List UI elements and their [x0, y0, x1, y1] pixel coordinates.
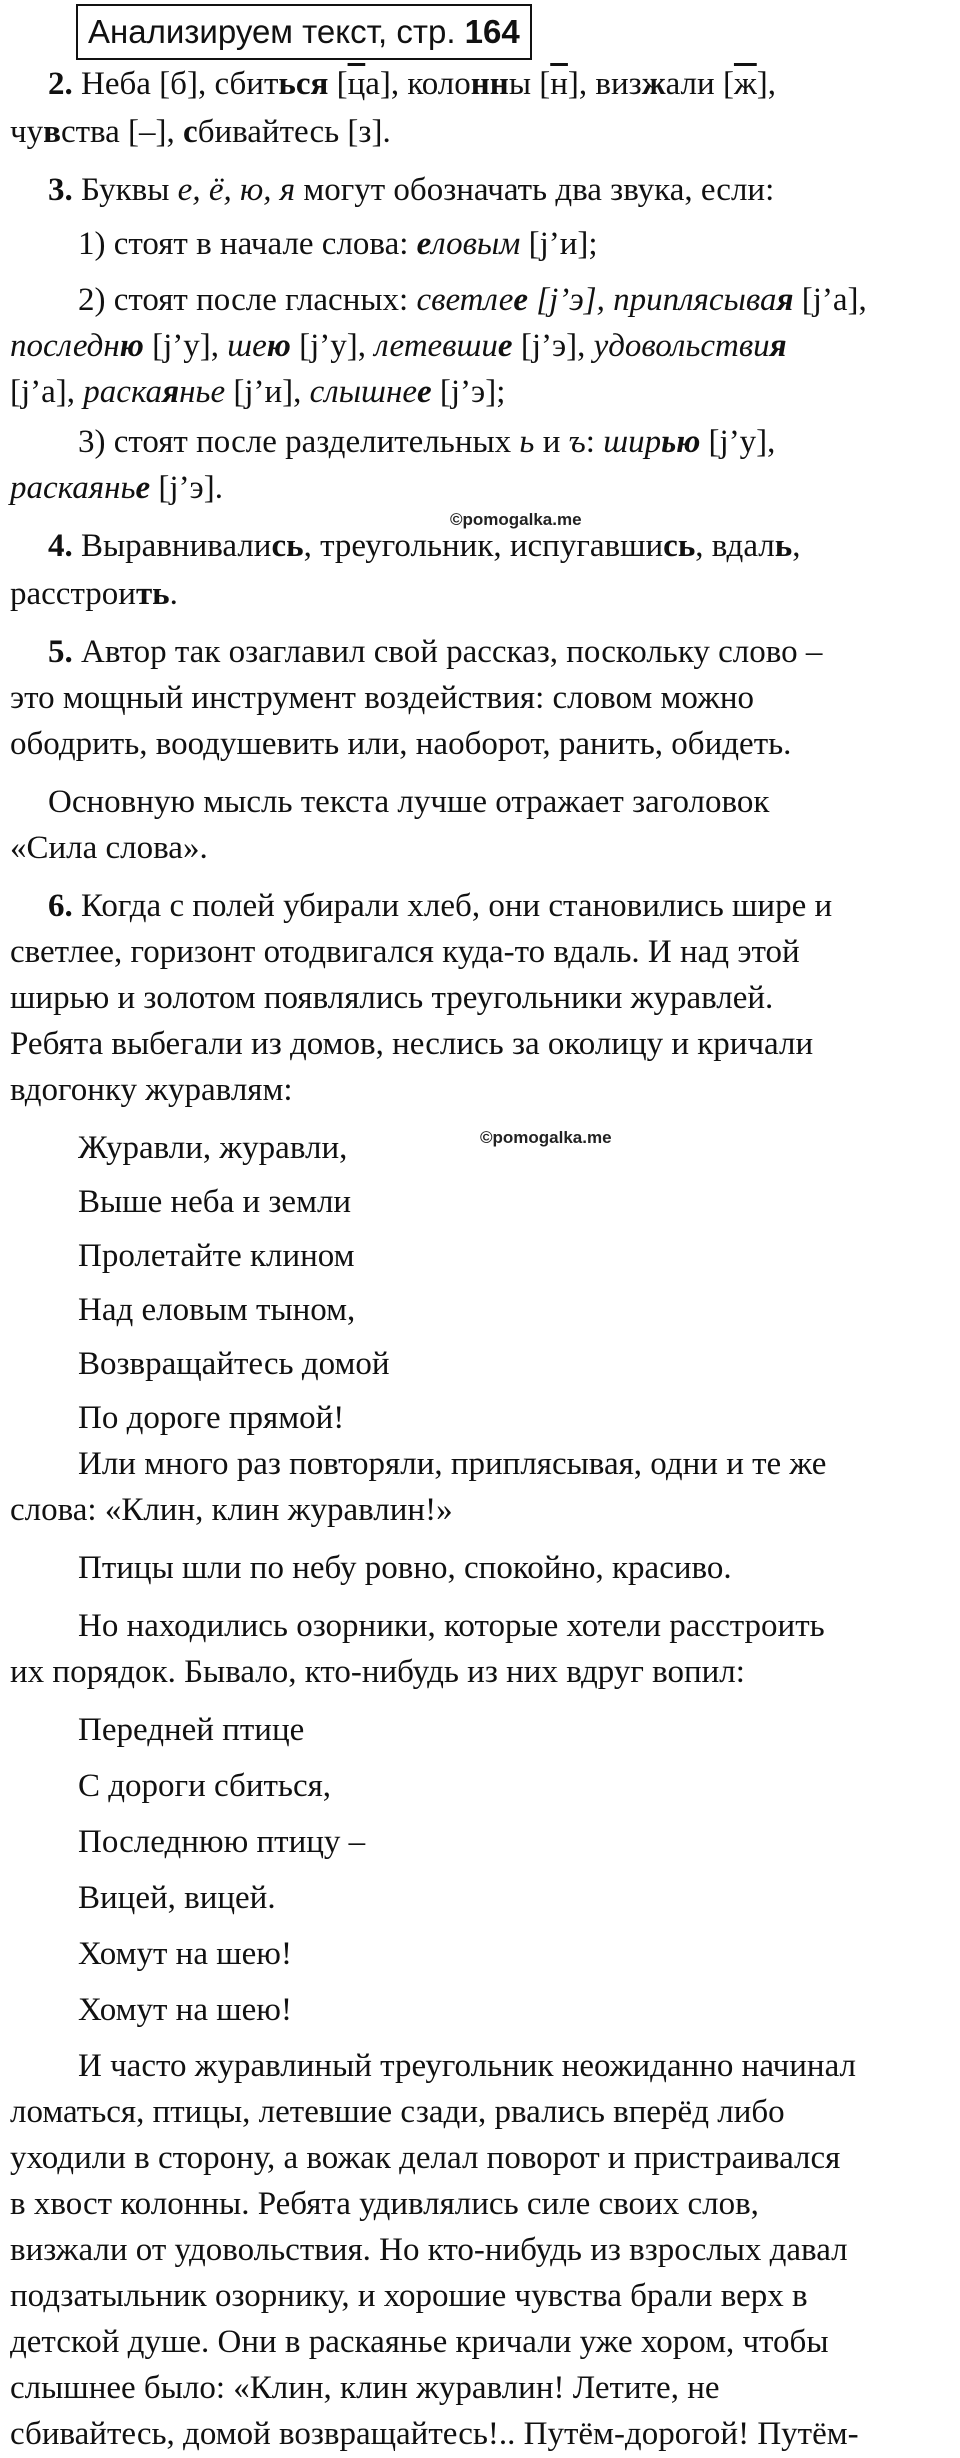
text-span: и: [534, 424, 569, 460]
task5-line4: Основную мысль текста лучше отражает заголовок: [48, 784, 770, 820]
example-word: летевши: [374, 328, 498, 364]
task6-p5-line6: подзатыльник озорнику, и хорошие чувства брали верх в: [10, 2278, 808, 2314]
task3-case2-line2: [10, 324, 787, 368]
poem1-line: Выше неба и земли: [78, 1184, 352, 1220]
highlight-letter: ю: [119, 328, 144, 364]
header-page-number: 164: [464, 13, 520, 50]
task6-p1-line1: [48, 884, 832, 928]
poem2-line: С дороги сбиться,: [78, 1768, 332, 1804]
bold-letters: ься: [278, 66, 329, 102]
task3-case2-line1: [78, 278, 867, 322]
task6-p5-line2: ломаться, птицы, летевшие сзади, рвались вперёд либо: [10, 2094, 785, 2130]
text-span: али [: [665, 66, 734, 102]
task6-p3: Птицы шли по небу ровно, спокойно, красиво.: [78, 1550, 732, 1586]
overlined-letter: ц: [347, 66, 366, 102]
text-span: 3) стоят после разделительных: [78, 424, 520, 460]
task3-case3-line1: [78, 420, 775, 464]
poem1-line: Над еловым тыном,: [78, 1292, 356, 1328]
task6-p2-line2: слова: «Клин, клин журавлин!»: [10, 1492, 453, 1528]
text-span: 2) стоят после гласных:: [78, 282, 417, 318]
example-word: нье: [179, 374, 226, 410]
bold-letters: ж: [641, 66, 666, 102]
text-span: ства [–],: [60, 114, 184, 150]
highlight-letter: е: [513, 282, 528, 318]
task5-line3: ободрить, воодушевить или, наоборот, ранить, обидеть.: [10, 726, 792, 762]
text-span: [: [328, 66, 348, 102]
hard-sign: ъ: [568, 424, 586, 460]
text-span: , треугольник, испугавши: [303, 528, 664, 564]
transcription: [j’у],: [290, 328, 375, 364]
highlight-letter: я: [162, 374, 180, 410]
transcription: [j’э].: [150, 470, 223, 506]
highlight-letter: я: [776, 282, 794, 318]
task6-p1-line5: вдогонку журавлям:: [10, 1072, 293, 1108]
overlined-letter: н: [550, 66, 568, 102]
poem1-line: Возвращайтесь домой: [78, 1346, 390, 1382]
transcription: [j’э],: [528, 282, 614, 318]
text-span: Неб: [81, 66, 137, 102]
task3-case3-line2: [10, 466, 223, 510]
example-word: приплясыва: [613, 282, 777, 318]
poem1-line: Журавли, журавли,: [78, 1130, 348, 1166]
example-word: ше: [227, 328, 267, 364]
transcription: [j’э],: [512, 328, 594, 364]
bold-letters: ь: [774, 528, 793, 564]
task3-case2-line3: [10, 370, 505, 414]
poem1-line: Пролетайте клином: [78, 1238, 355, 1274]
bold-letters: сь: [663, 528, 696, 564]
task6-p1-line2: светлее, горизонт отодвигался куда-то вдаль. И над этой: [10, 934, 800, 970]
text-span: Выравнивали: [72, 528, 272, 564]
text-span: Когда с полей убирали хлеб, они становились шире и: [72, 888, 833, 924]
text-span: 1) стоят в начале слова:: [78, 226, 417, 262]
task-number: 2.: [48, 66, 73, 102]
task6-p5-line5: визжали от удовольствия. Но кто-нибудь из взрослых давал: [10, 2232, 848, 2268]
bold-letters: сь: [271, 528, 304, 564]
example-word: последн: [10, 328, 120, 364]
example-word: слышне: [309, 374, 417, 410]
example-word: ловым: [431, 226, 521, 262]
text-span: а [б], сбит: [136, 66, 279, 102]
transcription: [j’и],: [225, 374, 310, 410]
text-span: .: [169, 576, 178, 612]
bold-letters: с: [183, 114, 198, 150]
task2-line1: [48, 62, 776, 106]
text-span: ],: [756, 66, 776, 102]
task5-line5: «Сила слова».: [10, 830, 208, 866]
task6-p2-line1: Или много раз повторяли, приплясывая, одни и те же: [78, 1446, 827, 1482]
page-header: [76, 4, 532, 60]
transcription: [j’э];: [431, 374, 506, 410]
task5-line2: это мощный инструмент воздействия: словом можно: [10, 680, 755, 716]
task3-case1: [78, 222, 598, 266]
task6-p5-line1: И часто журавлиный треугольник неожиданно начинал: [78, 2048, 856, 2084]
transcription: [j’а],: [793, 282, 867, 318]
text-span: расстрои: [10, 576, 136, 612]
task-number: 4.: [48, 528, 73, 564]
highlight-letter: ью: [661, 424, 701, 460]
poem2-line: Последнюю птицу –: [78, 1824, 366, 1860]
example-word: светле: [416, 282, 514, 318]
task4-line1: [48, 524, 800, 568]
task6-p1-line3: ширью и золотом появлялись треугольники журавлей.: [10, 980, 774, 1016]
task6-p5-line7: детской душе. Они в раскаянье кричали уже хором, чтобы: [10, 2324, 829, 2360]
transcription: [j’у],: [700, 424, 776, 460]
example-word: удовольстви: [593, 328, 770, 364]
task6-p1-line4: Ребята выбегали из домов, неслись за околицу и кричали: [10, 1026, 814, 1062]
task6-p5-line4: в хвост колонны. Ребята удивлялись силе своих слов,: [10, 2186, 759, 2222]
poem2-line: Вицей, вицей.: [78, 1880, 276, 1916]
example-word: раска: [83, 374, 163, 410]
text-span: а], коло: [365, 66, 471, 102]
highlight-letter: е: [135, 470, 151, 506]
text-span: ,: [792, 528, 801, 564]
text-span: чу: [10, 114, 44, 150]
highlight-letter: я: [769, 328, 787, 364]
task6-p5-line3: уходили в сторону, а вожак делал поворот и пристраивался: [10, 2140, 841, 2176]
text-span: :: [585, 424, 604, 460]
text-span: ], виз: [567, 66, 642, 102]
highlight-letter: е: [497, 328, 513, 364]
task2-line2: [10, 110, 391, 154]
overlined-letter: ж: [733, 66, 757, 102]
transcription: [j’у],: [143, 328, 228, 364]
transcription: [j’а],: [10, 374, 84, 410]
italic-letters: е, ё, ю, я: [177, 172, 296, 208]
soft-sign: ь: [519, 424, 535, 460]
task3-intro: [48, 168, 774, 212]
watermark: ©pomogalka.me: [450, 510, 582, 529]
text-span: Буквы: [72, 172, 178, 208]
task6-p4-line1: Но находились озорники, которые хотели расстроить: [78, 1608, 825, 1644]
highlight-letter: е: [416, 226, 432, 262]
poem2-line: Хомут на шею!: [78, 1992, 292, 2028]
transcription: [j’и];: [520, 226, 598, 262]
text-span: , вдал: [695, 528, 775, 564]
text-span: могут обозначать два звука, если:: [295, 172, 775, 208]
task6-p4-line2: их порядок. Бывало, кто-нибудь из них вдруг вопил:: [10, 1654, 745, 1690]
poem2-line: Хомут на шею!: [78, 1936, 292, 1972]
watermark: ©pomogalka.me: [480, 1128, 612, 1147]
task6-p5-line9: сбивайтесь, домой возвращайтесь!.. Путём-дорогой! Путём-: [10, 2416, 859, 2452]
task5-line1: [48, 630, 822, 674]
highlight-letter: ю: [266, 328, 291, 364]
task-number: 3.: [48, 172, 73, 208]
task6-p5-line8: слышнее было: «Клин, клин журавлин! Летите, не: [10, 2370, 720, 2406]
highlight-letter: е: [416, 374, 432, 410]
example-word: раскаянь: [10, 470, 136, 506]
example-word: шир: [603, 424, 662, 460]
header-label: Анализируем текст, стр.: [88, 13, 456, 50]
poem2-line: Передней птице: [78, 1712, 305, 1748]
text-span: Автор так озаглавил свой рассказ, поскольку слово –: [72, 634, 823, 670]
task4-line2: [10, 572, 178, 616]
poem1-line: По дороге прямой!: [78, 1400, 345, 1436]
text-span: ы [: [508, 66, 551, 102]
bold-letters: в: [43, 114, 61, 150]
bold-letters: ть: [135, 576, 170, 612]
text-span: бивайтесь [з].: [197, 114, 391, 150]
bold-letters: нн: [470, 66, 509, 102]
task-number: 6.: [48, 888, 73, 924]
task-number: 5.: [48, 634, 73, 670]
